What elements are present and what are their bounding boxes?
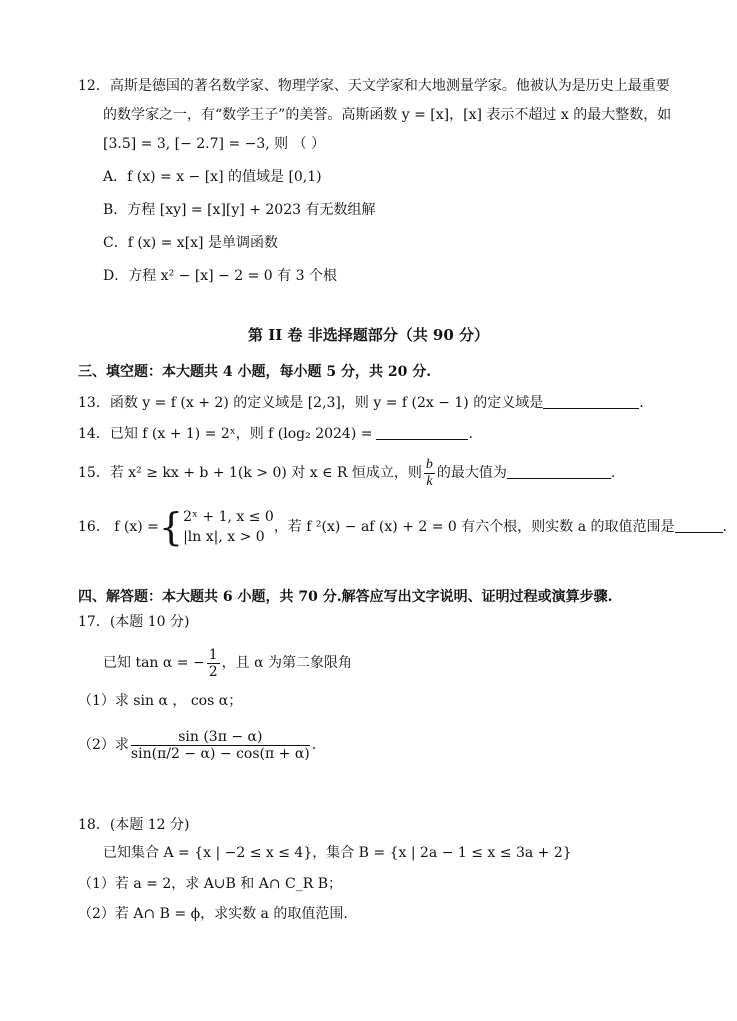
q14-text: 14．已知 f (x + 1) = 2ˣ，则 f (log₂ 2024) = [78, 426, 373, 442]
q17-title: 17．(本题 10 分) [78, 614, 190, 630]
q13 [78, 393, 644, 413]
q15-text: 15．若 x² ≥ kx + b + 1(k > 0) 对 x ∈ R 恒成立，则 [78, 465, 422, 481]
q13-answer-blank [543, 394, 639, 409]
q17-part-2-num: sin (3π − α) [131, 729, 310, 746]
q12-line2: 的数学家之一，有“数学王子”的美誉。高斯函数 y = [x]，[x] 表示不超过 x 的最大整数，如 [103, 107, 672, 123]
q17-given-num: 1 [208, 646, 218, 663]
q12-option-a: A．f (x) = x − [x] 的值域是 [0,1) [103, 169, 322, 185]
q14 [78, 424, 473, 444]
q16-case-1: 2ˣ + 1, x ≤ 0 [183, 509, 274, 525]
q17-given-fraction [207, 647, 220, 680]
fill-in-header: 三、填空题：本大题共 4 小题，每小题 5 分，共 20 分. [78, 364, 432, 380]
q15 [78, 455, 615, 491]
q16-end: . [722, 519, 727, 535]
q15-post: 的最大值为 [436, 465, 507, 481]
q16-brace: { [158, 505, 184, 549]
q15-fraction-num: b [425, 456, 433, 472]
q15-answer-blank [507, 464, 611, 479]
q17-part-2-fraction [131, 729, 310, 762]
q15-fraction-den: k [426, 473, 433, 489]
q17-given-post: ，且 α 为第二象限角 [221, 655, 352, 671]
q15-fraction [424, 457, 435, 490]
q17-part-2 [78, 720, 316, 770]
q17-given-pre: 已知 tan α = − [103, 655, 205, 671]
q16-cases [183, 507, 274, 547]
answer-section-header: 四、解答题：本大题共 6 小题，共 70 分.解答应写出文字说明、证明过程或演算步骤. [78, 589, 613, 605]
q12-line3: [3.5] = 3, [− 2.7] = −3, 则 （ ） [103, 136, 326, 152]
q17-part-2-den: sin(π/2 − α) − cos(π + α) [130, 745, 310, 762]
q12-option-b: B．方程 [xy] = [x][y] + 2023 有无数组解 [103, 202, 376, 218]
q16-answer-blank [675, 518, 723, 533]
section-2-title: 第 II 卷 非选择题部分（共 90 分） [248, 326, 490, 344]
q12-option-c: C．f (x) = x[x] 是单调函数 [103, 235, 278, 251]
q12-option-d: D．方程 x² − [x] − 2 = 0 有 3 个根 [103, 268, 337, 284]
q15-end: . [610, 465, 616, 481]
q17-part-2-pre: （2）求 [78, 737, 129, 753]
q16-pre: 16． f (x) = [78, 519, 159, 535]
q18-part-2: （2）若 A∩ B = ϕ，求实数 a 的取值范围. [78, 906, 348, 922]
q18-given: 已知集合 A = {x | −2 ≤ x ≤ 4}，集合 B = {x | 2a − 1 ≤ x ≤ 3a + 2} [103, 845, 572, 861]
q13-end: . [639, 395, 644, 411]
q16-case-2: |ln x|, x > 0 [183, 529, 265, 545]
q18-part-1: （1）若 a = 2，求 A∪B 和 A∩ C_R B； [78, 876, 343, 892]
q17-given [103, 643, 352, 683]
q17-part-2-end: . [311, 737, 317, 753]
q16 [78, 505, 727, 549]
q13-text: 13．函数 y = f (x + 2) 的定义域是 [2,3]，则 y = f (2x − 1) 的定义域是 [78, 395, 544, 411]
q17-given-den: 2 [208, 663, 218, 680]
q14-answer-blank [376, 425, 468, 440]
q17-part-1: （1）求 sin α ， cos α； [78, 693, 243, 709]
q18-title: 18．(本题 12 分) [78, 817, 190, 833]
q14-end: . [468, 426, 473, 442]
q12-line1: 12．高斯是德国的著名数学家、物理学家、天文学家和大地测量学家。他被认为是历史上最重要 [78, 78, 670, 94]
q16-post: ，若 f ²(x) − af (x) + 2 = 0 有六个根，则实数 a 的取值范围是 [273, 519, 675, 535]
